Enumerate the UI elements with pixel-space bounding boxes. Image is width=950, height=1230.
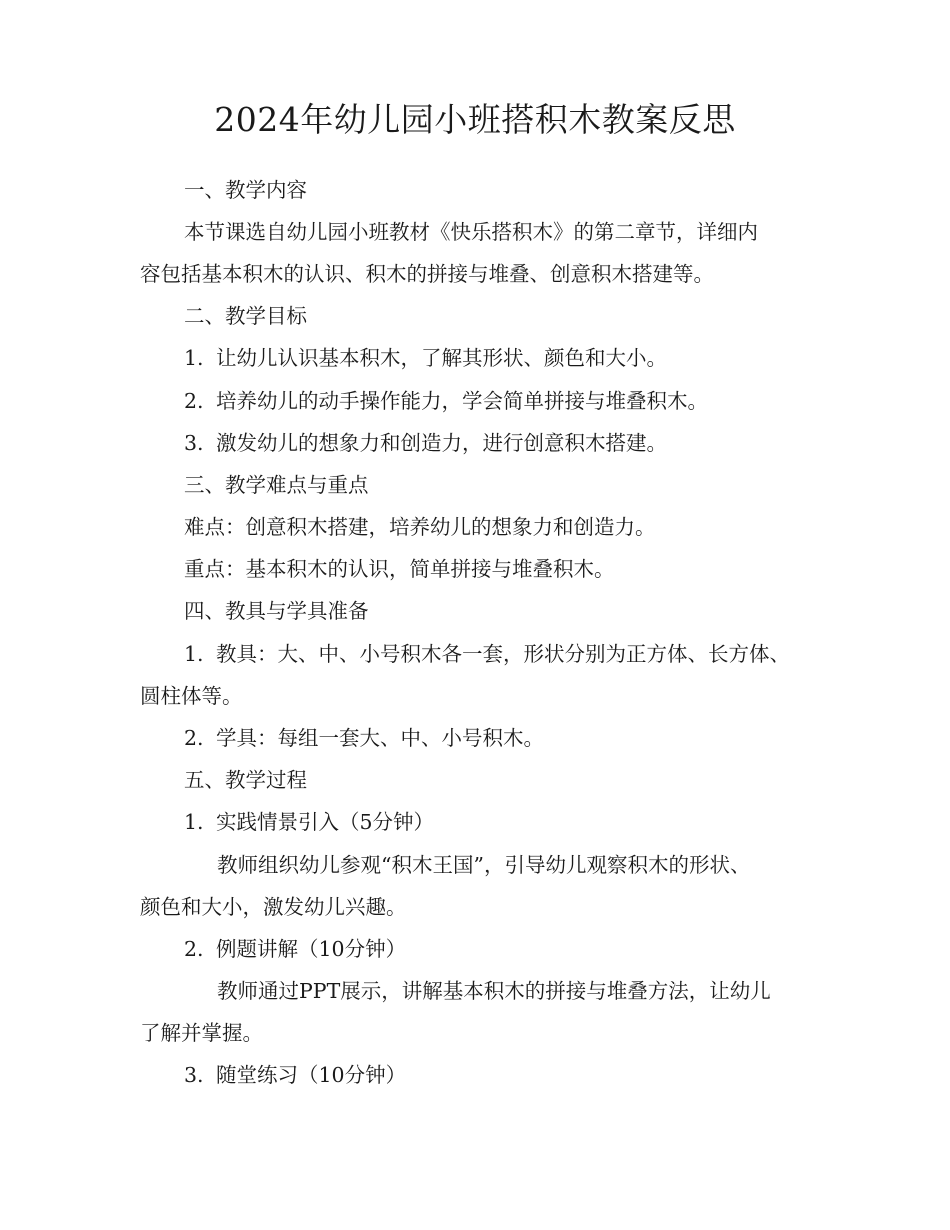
list-item-text: 激发幼儿的想象力和创造力，进行创意积木搭建。 bbox=[216, 431, 667, 455]
section-heading-content: 一、教学内容 bbox=[184, 178, 307, 202]
paragraph-line: 难点：创意积木搭建，培养幼儿的想象力和创造力。 bbox=[184, 515, 656, 539]
list-item bbox=[184, 387, 708, 415]
list-item-text: 让幼儿认识基本积木，了解其形状、颜色和大小。 bbox=[216, 346, 667, 370]
list-number: 2. bbox=[184, 389, 204, 413]
list-number: 1. bbox=[184, 642, 204, 666]
section-heading-process: 五、教学过程 bbox=[184, 768, 307, 792]
paragraph-line: 了解并掌握。 bbox=[140, 1021, 263, 1045]
list-item-text: 培养幼儿的动手操作能力，学会简单拼接与堆叠积木。 bbox=[216, 389, 708, 413]
list-number: 2. bbox=[184, 937, 204, 961]
list-item bbox=[184, 935, 406, 963]
paragraph-line: 颜色和大小，激发幼儿兴趣。 bbox=[140, 895, 407, 919]
list-item-text: 学具：每组一套大、中、小号积木。 bbox=[216, 726, 544, 750]
list-item-text: 随堂练习（10分钟） bbox=[216, 1063, 407, 1087]
list-item-text: 例题讲解（10分钟） bbox=[216, 937, 407, 961]
list-item bbox=[184, 640, 790, 668]
document-title: 2024年幼儿园小班搭积木教案反思 bbox=[214, 100, 736, 139]
paragraph-line: 圆柱体等。 bbox=[140, 684, 243, 708]
list-number: 3. bbox=[184, 431, 204, 455]
list-item bbox=[184, 429, 667, 457]
list-item bbox=[184, 344, 667, 372]
list-number: 3. bbox=[184, 1063, 204, 1087]
list-number: 1. bbox=[184, 346, 204, 370]
list-item bbox=[184, 724, 544, 752]
list-item bbox=[184, 1061, 406, 1089]
section-heading-materials: 四、教具与学具准备 bbox=[184, 599, 369, 623]
list-number: 1. bbox=[184, 810, 204, 834]
section-heading-objectives: 二、教学目标 bbox=[184, 304, 307, 328]
list-item bbox=[184, 808, 434, 836]
paragraph-line: 教师通过PPT展示，讲解基本积木的拼接与堆叠方法，让幼儿 bbox=[217, 979, 771, 1003]
paragraph-line: 容包括基本积木的认识、积木的拼接与堆叠、创意积木搭建等。 bbox=[140, 262, 714, 286]
paragraph-line: 重点：基本积木的认识，简单拼接与堆叠积木。 bbox=[184, 557, 615, 581]
paragraph-line: 教师组织幼儿参观“积木王国”，引导幼儿观察积木的形状、 bbox=[217, 853, 751, 877]
paragraph-line: 本节课选自幼儿园小班教材《快乐搭积木》的第二章节，详细内 bbox=[184, 220, 758, 244]
section-heading-difficulties: 三、教学难点与重点 bbox=[184, 473, 369, 497]
list-number: 2. bbox=[184, 726, 204, 750]
list-item-text: 教具：大、中、小号积木各一套，形状分别为正方体、长方体、 bbox=[216, 642, 790, 666]
list-item-text: 实践情景引入（5分钟） bbox=[216, 810, 435, 834]
